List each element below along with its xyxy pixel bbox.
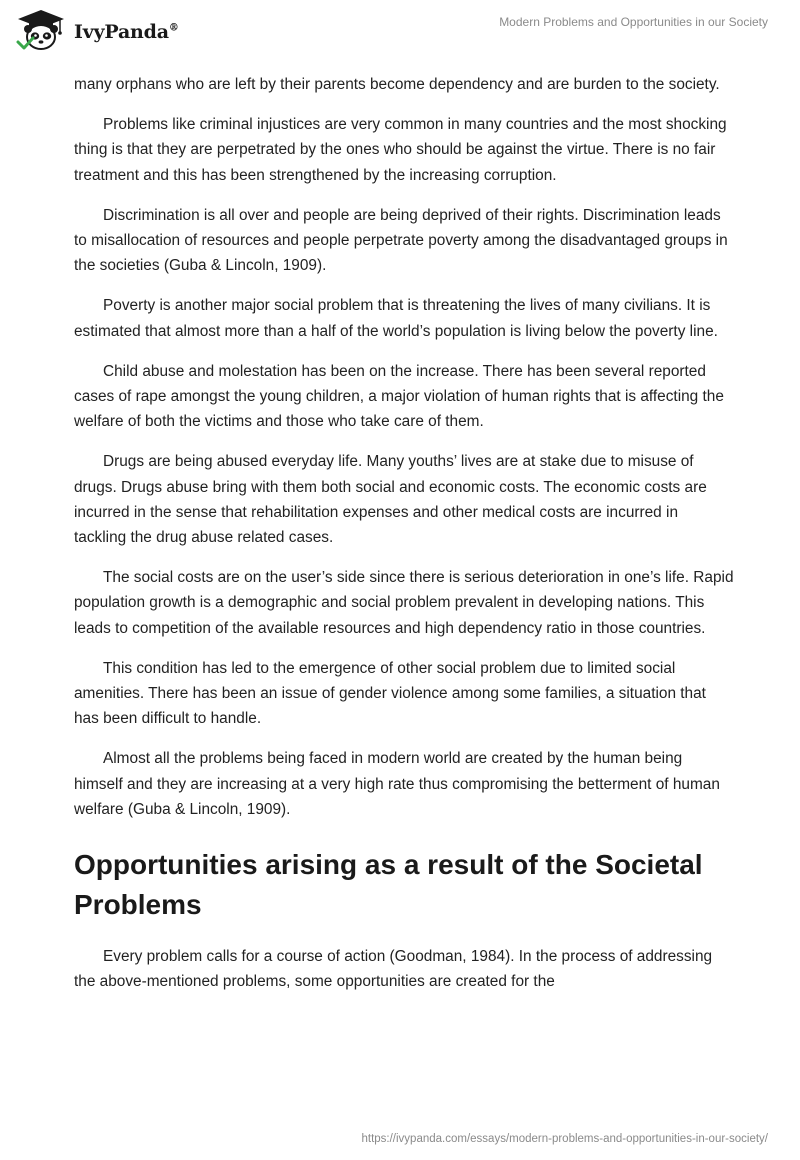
paragraph-3: Discrimination is all over and people are being deprived of their rights. Discrimination leads to misallocation of resources and people perpetrate poverty among the disadvantaged groups in the societies (Guba & Lincoln, 1909).	[74, 206, 728, 275]
page-header	[0, 0, 800, 60]
paragraph-2: Problems like criminal injustices are very common in many countries and the most shocking thing is that they are perpetrated by the ones who should be against the virtue. There is no fair treatment and this has been strengthened by the increasing corruption.	[74, 116, 727, 184]
paragraph-4: Poverty is another major social problem that is threatening the lives of many civilians. It is estimated that almost more than a half of the world’s population is living below the poverty line.	[74, 297, 718, 340]
panda-graduate-icon	[14, 8, 68, 52]
registered-mark: ®	[168, 22, 179, 34]
source-url[interactable]: https://ivypanda.com/essays/modern-problems-and-opportunities-in-our-society/	[361, 1133, 768, 1145]
paragraph-10: Every problem calls for a course of action (Goodman, 1984). In the process of addressing the above-mentioned problems, some opportunities are created for the	[74, 948, 713, 991]
paragraph-7: The social costs are on the user’s side since there is serious deterioration in one’s life. Rapid population growth is a demographic and social problem prevalent in developing nations. This leads to competition of the available resources and high dependency ratio in those countries.	[74, 569, 734, 637]
section-heading: Opportunities arising as a result of the Societal Problems	[74, 849, 703, 921]
ivypanda-logo[interactable]	[14, 8, 179, 52]
paragraph-8: This condition has led to the emergence of other social problem due to limited social amenities. There has been an issue of gender violence among some families, a situation that has been difficult to handle.	[74, 659, 706, 728]
paragraph-9: Almost all the problems being faced in modern world are created by the human being himself and they are increasing at a very high rate thus compromising the betterment of human welfare (Guba & Lincoln, 1909).	[74, 750, 720, 818]
document-title: Modern Problems and Opportunities in our Society	[499, 15, 768, 29]
paragraph-5: Child abuse and molestation has been on the increase. There has been several reported cases of rape amongst the young children, a major violation of human rights that is affecting the welfare of both the victims and those who take care of them.	[74, 362, 724, 431]
brand-label: IvyPanda	[74, 21, 169, 43]
brand-name	[74, 21, 179, 43]
paragraph-1: many orphans who are left by their parents become dependency and are burden to the society.	[74, 76, 720, 93]
essay-body	[74, 72, 734, 1009]
paragraph-6: Drugs are being abused everyday life. Many youths’ lives are at stake due to misuse of drugs. Drugs abuse bring with them both social and economic costs. The economic costs are incurred in the sense that rehabilitation expenses and other medical costs are incurred in tackling the drug abuse related cases.	[74, 453, 707, 547]
